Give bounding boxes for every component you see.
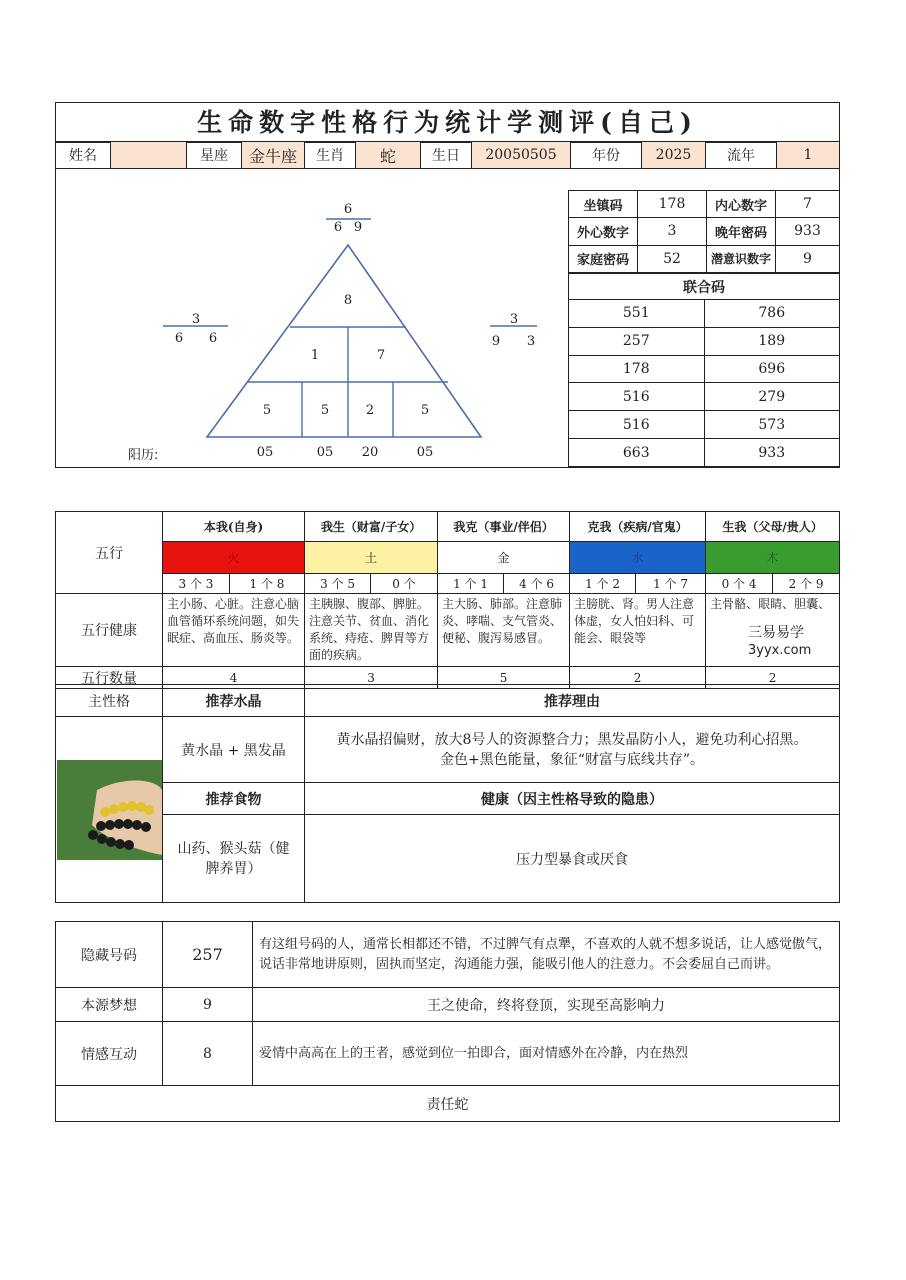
joint-code: 551 [569,300,705,328]
origin-dream-label: 本源梦想 [56,988,163,1022]
hidden-code-label: 隐藏号码 [56,922,163,988]
joint-code: 696 [704,355,840,383]
wuxing-header: 生我（父母/贵人） [706,512,840,542]
quantity-fire: 4 [163,667,305,689]
solar-value-2: 05 [316,445,334,460]
element-count: 1 个 2 [570,574,636,594]
code-key: 内心数字 [707,191,776,218]
code-value: 7 [776,191,840,218]
food-value: 山药、猴头菇（健脾养胃） [163,815,305,903]
joint-code: 178 [569,355,705,383]
pyramid-middle-left: 1 [310,348,320,363]
right-sum: 3 [509,312,519,327]
year-value: 2025 [642,142,706,169]
hidden-code-text: 有这组号码的人，通常长相都还不错，不过脾气有点犟，不喜欢的人就不想多说话，让人感觉傲气，说话非常地讲原则，固执而坚定，沟通能力强，能吸引他人的注意力。不会委屈自己而讲。 [253,922,840,988]
reason-line2: 金色+黑色能量，象征“财富与底线共存”。 [439,751,705,768]
bracelet-icon [57,760,162,860]
health-metal: 主大肠、肺部。注意肺炎、哮喘、支气管炎、便秘、腹泻易感冒。 [438,594,570,667]
solar-value-1: 05 [256,445,274,460]
pyramid-apex: 8 [343,293,353,308]
code-key: 晚年密码 [707,218,776,245]
solar-label: 阳历: [128,448,159,463]
pyramid-base-2: 5 [320,403,330,418]
flow-year-label: 流年 [706,142,777,169]
footer-note: 责任蛇 [56,1086,840,1122]
element-water: 水 [570,542,706,574]
joint-code-title: 联合码 [569,274,840,300]
joint-code: 257 [569,327,705,355]
flow-year-value: 1 [777,142,840,169]
personality-table [55,684,840,903]
wuxing-label: 五行 [56,512,163,594]
wuxing-header: 我生（财富/子女） [305,512,438,542]
zodiac-value: 蛇 [356,142,421,169]
watermark [712,617,838,663]
joint-code: 573 [704,411,840,439]
pyramid-base-4: 5 [420,403,430,418]
origin-dream-value: 9 [163,988,253,1022]
element-count: 0 个 4 [706,574,773,594]
crystal-head: 推荐水晶 [163,685,305,717]
birthday-label: 生日 [421,142,472,169]
joint-code: 786 [704,300,840,328]
code-value: 9 [776,245,840,272]
joint-code-table [568,273,840,467]
top-sum: 6 [343,202,353,217]
code-value: 52 [638,245,707,272]
element-count: 2 个 9 [773,574,840,594]
health-wood: 主骨骼、眼睛、胆囊、 [706,594,840,667]
crystal-value: 黄水晶 + 黑发晶 [163,717,305,783]
code-value: 3 [638,218,707,245]
element-count: 3 个 5 [305,574,371,594]
zodiac-label: 生肖 [305,142,356,169]
joint-code: 516 [569,411,705,439]
element-earth: 土 [305,542,438,574]
joint-code: 663 [569,439,705,467]
top-pair-1: 6 [333,220,343,235]
main-personality-label: 主性格 [56,685,163,717]
sign-value: 金牛座 [242,142,305,169]
quantity-wood: 2 [706,667,840,689]
page-title: 生命数字性格行为统计学测评(自己) [55,104,840,143]
code-table [568,190,840,273]
left-pair-2: 6 [208,331,218,346]
code-key: 外心数字 [569,218,638,245]
solar-value-4: 05 [416,445,434,460]
health-fire: 主小肠、心脏。注意心脑血管循环系统问题，如失眠症、高血压、肠炎等。 [163,594,305,667]
emotion-label: 情感互动 [56,1022,163,1086]
health-earth: 主胰腺、腹部、脾脏。注意关节、贫血、消化系统、痔疮、脾胃等方面的疾病。 [305,594,438,667]
quantity-metal: 5 [438,667,570,689]
element-fire: 火 [163,542,305,574]
emotion-value: 8 [163,1022,253,1086]
element-count: 1 个 1 [438,574,504,594]
name-label: 姓名 [56,142,111,169]
left-sum: 3 [191,312,201,327]
wuxing-health-label: 五行健康 [56,594,163,667]
code-value: 178 [638,191,707,218]
code-key: 潜意识数字 [707,245,776,272]
element-count: 1 个 7 [636,574,706,594]
health-head: 健康（因主性格导致的隐患） [305,783,840,815]
watermark-line2: 3yyx.com [748,643,812,658]
element-count: 1 个 8 [230,574,305,594]
bracelet-photo [56,717,163,903]
code-key: 家庭密码 [569,245,638,272]
bottom-table [55,921,840,1122]
health-water: 主膀胱、肾。男人注意体虚，女人怕妇科、可能会、眼袋等 [570,594,706,667]
quantity-earth: 3 [305,667,438,689]
birthday-value: 20050505 [472,142,571,169]
right-pair-1: 9 [491,334,501,349]
top-pair-2: 9 [353,220,363,235]
solar-value-3: 20 [361,445,379,460]
wuxing-header: 我克（事业/伴侣） [438,512,570,542]
origin-dream-text: 王之使命，终将登顶，实现至高影响力 [253,988,840,1022]
wuxing-quantity-label: 五行数量 [56,667,163,689]
joint-code: 279 [704,383,840,411]
element-count: 0 个 [371,574,438,594]
element-metal: 金 [438,542,570,574]
emotion-text: 爱情中高高在上的王者，感觉到位一拍即合，面对情感外在冷静，内在热烈 [253,1022,840,1086]
reason-line1: 黄水晶招偏财，放大8号人的资源整合力；黑发晶防小人，避免功利心招黑。 [336,731,808,748]
watermark-line1: 三易易学 [748,625,804,641]
wuxing-header: 克我（疾病/官鬼） [570,512,706,542]
sign-label: 星座 [187,142,242,169]
pyramid-middle-right: 7 [376,348,386,363]
pyramid-base-1: 5 [262,403,272,418]
joint-code: 516 [569,383,705,411]
joint-code: 189 [704,327,840,355]
food-head: 推荐食物 [163,783,305,815]
joint-code: 933 [704,439,840,467]
right-pair-2: 3 [526,334,536,349]
code-key: 坐镇码 [569,191,638,218]
hidden-code-value: 257 [163,922,253,988]
element-count: 4 个 6 [504,574,570,594]
year-label: 年份 [571,142,642,169]
code-value: 933 [776,218,840,245]
quantity-water: 2 [570,667,706,689]
pyramid-base-3: 2 [365,403,375,418]
left-pair-1: 6 [174,331,184,346]
element-wood: 木 [706,542,840,574]
reason-head: 推荐理由 [305,685,840,717]
health-value: 压力型暴食或厌食 [305,815,840,903]
element-count: 3 个 3 [163,574,230,594]
wuxing-header: 本我(自身) [163,512,305,542]
